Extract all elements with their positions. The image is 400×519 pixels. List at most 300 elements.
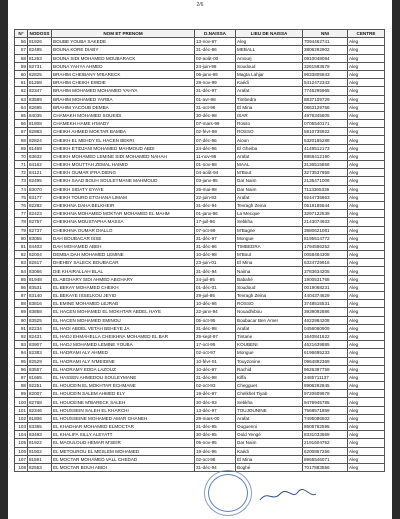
cell-birth-place: MAAL — [236, 161, 303, 169]
cell-birth-place: ROSSO — [236, 300, 303, 308]
cell-centre: Aleg — [348, 406, 385, 414]
cell-name: BRAHIM MOHAMED YARBA — [52, 95, 195, 103]
cell-centre: Aleg — [348, 251, 385, 259]
cell-centre: Aleg — [348, 423, 385, 431]
cell-centre: Aleg — [348, 390, 385, 398]
cell-birth-place: La Mecque — [236, 210, 303, 218]
cell-name: EL HADRAMI ALY AHMED — [52, 349, 195, 357]
table-row — [15, 95, 385, 103]
cell-number: 67 — [15, 128, 28, 136]
cell-number: 56 — [15, 38, 28, 46]
cell-nodoss: 83531 — [28, 283, 52, 291]
cell-number: 74 — [15, 185, 28, 193]
cell-centre: Aleg — [348, 447, 385, 455]
table-row — [15, 292, 385, 300]
table-row — [15, 152, 385, 160]
cell-nodoss: 82863 — [28, 128, 52, 136]
cell-birth-place: El Gheiba — [236, 144, 303, 152]
document-page — [8, 0, 392, 519]
cell-number: 79 — [15, 226, 28, 234]
cell-nni: 0456060909 — [303, 324, 348, 332]
cell-nodoss: 83177 — [28, 193, 52, 201]
cell-number: 85 — [15, 275, 28, 283]
cell-name: DAH MOHAMED ABEH — [52, 242, 195, 250]
cell-birth-place: Dar Naim — [236, 185, 303, 193]
table-row — [15, 251, 385, 259]
cell-name: DIE KHAIRALLAH BLAL — [52, 267, 195, 275]
cell-birth-place: Kaédi — [236, 79, 303, 87]
cell-centre: Aleg — [348, 242, 385, 250]
table-row — [15, 144, 385, 152]
cell-birth-place: Boubacar Ben Amer — [236, 316, 303, 324]
cell-birth-place: TOUJOUNINE — [236, 406, 303, 414]
cell-number: 100 — [15, 398, 28, 406]
cell-name: BOUNA SIDI MOHAMED MOUBARACK — [52, 54, 195, 62]
cell-birth-date: 31-déc-97 — [195, 87, 236, 95]
table-row — [15, 316, 385, 324]
cell-birth-place: Kiffa — [236, 373, 303, 381]
cell-nodoss: 83632 — [28, 152, 52, 160]
cell-nni: 7568571859 — [303, 406, 348, 414]
cell-birth-place: Dar Naim — [236, 439, 303, 447]
cell-birth-date: 04-août-94 — [195, 169, 236, 177]
cell-nodoss: 81922 — [28, 439, 52, 447]
cell-name: EL MAOULOUD HEMAR M'SEIR — [52, 439, 195, 447]
cell-nodoss: 82517 — [28, 259, 52, 267]
header-number: N° — [15, 30, 28, 38]
table-row — [15, 242, 385, 250]
cell-centre: Aleg — [348, 463, 385, 471]
cell-birth-place: Magta Lahjar — [236, 70, 303, 78]
table-row — [15, 423, 385, 431]
cell-nodoss: 82495 — [28, 177, 52, 185]
table-row — [15, 349, 385, 357]
signature — [258, 488, 318, 504]
cell-centre: Aleg — [348, 161, 385, 169]
cell-nni: 5412472343 — [303, 79, 348, 87]
cell-nni: 4621639885 — [303, 341, 348, 349]
cell-birth-date: 31-déc-94 — [195, 267, 236, 275]
header-nni: NNI — [303, 30, 348, 38]
cell-birth-date: 02-oct-97 — [195, 349, 236, 357]
table-row — [15, 455, 385, 463]
cell-nni: 6200857256 — [303, 447, 348, 455]
cell-name: CHEIKH AHMED MOKTAR BAMBA — [52, 128, 195, 136]
cell-birth-place: Rosso — [236, 120, 303, 128]
cell-birth-date: 25-mai-98 — [195, 185, 236, 193]
cell-centre: Aleg — [348, 103, 385, 111]
cell-birth-place: Tevragh Zeina — [236, 292, 303, 300]
cell-birth-place: ROSSO — [236, 128, 303, 136]
cell-centre: Aleg — [348, 382, 385, 390]
cell-name: BOUNA KORE DIABY — [52, 46, 195, 54]
table-row — [15, 38, 385, 46]
cell-birth-date: 28-nov-99 — [195, 79, 236, 87]
cell-number: 62 — [15, 87, 28, 95]
cell-name: CHEIKH TOURD ETGHANA LIMAM — [52, 193, 195, 201]
cell-nodoss: 81806 — [28, 414, 52, 422]
cell-number: 90 — [15, 316, 28, 324]
cell-name: CHEIKH SIDATY EYAYE — [52, 185, 195, 193]
cell-birth-place: Tevragh Zeina — [236, 201, 303, 209]
cell-nni: 3297122539 — [303, 210, 348, 218]
cell-nodoss: 84403 — [28, 242, 52, 250]
cell-nni: 4976345605 — [303, 111, 348, 119]
cell-birth-date: 22-janv-94 — [195, 308, 236, 316]
cell-number: 71 — [15, 161, 28, 169]
cell-nodoss: 82346 — [28, 406, 52, 414]
cell-nni: 3980621081 — [303, 226, 348, 234]
cell-nodoss: 82251 — [28, 382, 52, 390]
cell-centre: Aleg — [348, 267, 385, 275]
cell-centre: Aleg — [348, 70, 385, 78]
cell-birth-place: Aleg — [236, 38, 303, 46]
cell-name: BOUBE YOUBA SAKEDE — [52, 38, 195, 46]
cell-number: 86 — [15, 283, 28, 291]
cell-birth-place: Nouadhibou — [236, 308, 303, 316]
cell-number: 75 — [15, 193, 28, 201]
cell-name: CHEIKHNA MOUSTAPHA MASSA — [52, 218, 195, 226]
cell-birth-place: MEBALL — [236, 46, 303, 54]
cell-name: CHAMEKH HAME H'MADY — [52, 120, 195, 128]
cell-centre: Aleg — [348, 283, 385, 291]
cell-centre: Aleg — [348, 308, 385, 316]
table-row — [15, 308, 385, 316]
cell-nodoss: 83525 — [28, 316, 52, 324]
cell-name: CHEIKHNA MOHAMED MOKTAR MOHAMED EL MAHM — [52, 210, 195, 218]
cell-number: 89 — [15, 308, 28, 316]
cell-number: 84 — [15, 267, 28, 275]
cell-centre: Aleg — [348, 169, 385, 177]
cell-nni: 3136515856 — [303, 161, 348, 169]
cell-centre: Aleg — [348, 332, 385, 340]
cell-centre: Aleg — [348, 341, 385, 349]
cell-birth-date: 13-nov-97 — [195, 38, 236, 46]
cell-centre: Aleg — [348, 439, 385, 447]
cell-number: 59 — [15, 62, 28, 70]
table-row — [15, 70, 385, 78]
cell-nni: 8331033569 — [303, 431, 348, 439]
cell-nodoss: 82768 — [28, 398, 52, 406]
cell-name: DEMBA DAH MOHAMED LEMINE — [52, 251, 195, 259]
cell-name: CHEIKH EL MEHDY EL HACEN BEKRI — [52, 136, 195, 144]
table-row — [15, 341, 385, 349]
cell-birth-place: El Mina — [236, 455, 303, 463]
cell-birth-place: Naima — [236, 267, 303, 275]
cell-name: EL HADRAMI ALY N'MEIDINE — [52, 357, 195, 365]
table-row — [15, 267, 385, 275]
table-row — [15, 398, 385, 406]
cell-name: EL BEKAY MOHAMED CHEIKH — [52, 283, 195, 291]
table-row — [15, 46, 385, 54]
cell-number: 78 — [15, 218, 28, 226]
cell-birth-place: Aioun — [236, 136, 303, 144]
cell-birth-place: Dar Naim — [236, 177, 303, 185]
table-row — [15, 79, 385, 87]
cell-number: 58 — [15, 54, 28, 62]
cell-nni: 0019068231 — [303, 283, 348, 291]
cell-centre: Aleg — [348, 87, 385, 95]
cell-nni: 5320185288 — [303, 136, 348, 144]
cell-centre: Aleg — [348, 324, 385, 332]
cell-centre: Aleg — [348, 185, 385, 193]
cell-name: EL MOCTAR BOUH ABIDI — [52, 463, 195, 471]
cell-birth-date: 30-déc-98 — [195, 111, 236, 119]
cell-nni: 2135471006 — [303, 177, 348, 185]
cell-number: 64 — [15, 103, 28, 111]
cell-birth-date: 03-janv-95 — [195, 177, 236, 185]
cell-name: DHEHBY SALECK BOUBACAR — [52, 259, 195, 267]
cell-birth-date: 24-juin-98 — [195, 62, 236, 70]
cell-name: CHEIKHNA DAHA BELKHEIR — [52, 201, 195, 209]
cell-birth-date: 31-déc-95 — [195, 423, 236, 431]
candidates-table — [14, 29, 385, 472]
cell-birth-place: El Mina — [236, 259, 303, 267]
cell-centre: Aleg — [348, 414, 385, 422]
cell-birth-date: 02-oct-98 — [195, 455, 236, 463]
cell-number: 93 — [15, 341, 28, 349]
table-row — [15, 406, 385, 414]
cell-centre: Aleg — [348, 275, 385, 283]
cell-nodoss: 82282 — [28, 201, 52, 209]
cell-number: 76 — [15, 201, 28, 209]
cell-nni: 8906292845 — [303, 382, 348, 390]
table-row — [15, 447, 385, 455]
table-row — [15, 463, 385, 471]
cell-nni: 7017883556 — [303, 463, 348, 471]
cell-birth-date: 31-oct-96 — [195, 103, 236, 111]
cell-birth-place: M'Bagne — [236, 226, 303, 234]
cell-nni: 0518185544 — [303, 201, 348, 209]
table-row — [15, 103, 385, 111]
cell-centre: Aleg — [348, 210, 385, 218]
table-row — [15, 283, 385, 291]
cell-nodoss: 82825 — [28, 70, 52, 78]
cell-birth-date: 10-déc-96 — [195, 300, 236, 308]
cell-name: CHEIKH ETIDJANI MOHAMED MAHMOUD ABDI — [52, 144, 195, 152]
cell-nni: 0705540171 — [303, 120, 348, 128]
cell-nodoss: 82347 — [28, 87, 52, 95]
cell-centre: Aleg — [348, 136, 385, 144]
cell-birth-date: 07-déc-96 — [195, 136, 236, 144]
cell-centre: Aleg — [348, 120, 385, 128]
cell-number: 73 — [15, 177, 28, 185]
cell-name: EL EMINE MOHAMED LEJRAB — [52, 300, 195, 308]
cell-nni: 2143074933 — [303, 218, 348, 226]
cell-name: CHEIKH MOUTTAH ZEMAL HAIMID — [52, 161, 195, 169]
table-row — [15, 218, 385, 226]
cell-number: 95 — [15, 357, 28, 365]
cell-birth-place: Arafat — [236, 152, 303, 160]
table-row — [15, 365, 385, 373]
cell-nni: 8605762595 — [303, 423, 348, 431]
cell-nodoss: 81665 — [28, 373, 52, 381]
cell-nni: 9720609979 — [303, 390, 348, 398]
cell-nodoss: 82553 — [28, 463, 52, 471]
cell-number: 96 — [15, 365, 28, 373]
cell-number: 97 — [15, 373, 28, 381]
cell-nni: 8837109729 — [303, 95, 348, 103]
header-nodoss: NODOSS — [28, 30, 52, 38]
cell-name: BOUNA YAHYA AHMED — [52, 62, 195, 70]
cell-birth-date: 31-déc-97 — [195, 234, 236, 242]
cell-birth-place: Chelkhet Tiyab — [236, 390, 303, 398]
cell-nodoss: 81469 — [28, 144, 52, 152]
table-row — [15, 382, 385, 390]
cell-centre: Aleg — [348, 201, 385, 209]
cell-nodoss: 82824 — [28, 136, 52, 144]
table-row — [15, 169, 385, 177]
cell-centre: Aleg — [348, 234, 385, 242]
cell-centre: Aleg — [348, 455, 385, 463]
cell-centre: Aleg — [348, 38, 385, 46]
cell-nni: 0964892369 — [303, 357, 348, 365]
cell-number: 66 — [15, 120, 28, 128]
cell-birth-place: KOUBENI — [236, 341, 303, 349]
table-row — [15, 62, 385, 70]
cell-birth-date: 31-déc-96 — [195, 46, 236, 54]
cell-nodoss: 83055 — [28, 234, 52, 242]
cell-number: 88 — [15, 300, 28, 308]
cell-nni: 0910048084 — [303, 54, 348, 62]
cell-number: 70 — [15, 152, 28, 160]
cell-nodoss: 81502 — [28, 447, 52, 455]
cell-nni: 5910735922 — [303, 128, 348, 136]
cell-nni: 6324729916 — [303, 259, 348, 267]
cell-birth-date: 10-févr-01 — [195, 357, 236, 365]
cell-birth-date: 02-août-00 — [195, 54, 236, 62]
cell-name: BRAHIM MOHAMED MOHAMED YAHYA — [52, 87, 195, 95]
cell-name: CHEIKH MOHAMED LEMINE SIDI MOHAMED NAHAH — [52, 152, 195, 160]
cell-number: 99 — [15, 390, 28, 398]
cell-nodoss: 82007 — [28, 390, 52, 398]
cell-birth-date: 13-déc-97 — [195, 406, 236, 414]
cell-birth-place: Arafat — [236, 324, 303, 332]
cell-nodoss: 83557 — [28, 365, 52, 373]
cell-nodoss: 81926 — [28, 38, 52, 46]
cell-birth-date: 10-déc-97 — [195, 365, 236, 373]
cell-birth-date: 10-déc-98 — [195, 251, 236, 259]
cell-birth-date: 01-avr-98 — [195, 95, 236, 103]
cell-number: 68 — [15, 136, 28, 144]
cell-birth-place: Arafat — [236, 87, 303, 95]
cell-birth-date: 31-déc-98 — [195, 373, 236, 381]
table-header-row — [15, 30, 385, 38]
official-stamp-inner-ring — [208, 474, 248, 512]
cell-centre: Aleg — [348, 259, 385, 267]
table-row — [15, 439, 385, 447]
cell-nni: 0058484308 — [303, 251, 348, 259]
cell-centre: Aleg — [348, 193, 385, 201]
table-row — [15, 226, 385, 234]
cell-nni: 4622984208 — [303, 316, 348, 324]
header-name: NOM ET PRENOM — [52, 30, 195, 38]
cell-nodoss: 83365 — [28, 423, 52, 431]
cell-birth-date: 31-déc-94 — [195, 201, 236, 209]
cell-number: 72 — [15, 169, 28, 177]
cell-number: 57 — [15, 46, 28, 54]
cell-birth-date: 30-déc-93 — [195, 398, 236, 406]
cell-nodoss: 83493 — [28, 431, 52, 439]
table-row — [15, 431, 385, 439]
cell-birth-place: Babahé — [236, 275, 303, 283]
cell-name: EL HOUCEIN EL MOKHTAR ECHMANE — [52, 382, 195, 390]
table-row — [15, 259, 385, 267]
cell-number: 81 — [15, 242, 28, 250]
cell-birth-date: 02-févr-99 — [195, 128, 236, 136]
cell-name: EL HADRAMY EDDA LAZOUZ — [52, 365, 195, 373]
cell-birth-place: Mongue — [236, 234, 303, 242]
cell-centre: Aleg — [348, 398, 385, 406]
cell-name: CHEIKHNA OUMAR DIALLO — [52, 226, 195, 234]
cell-birth-date: 17-juil-96 — [195, 218, 236, 226]
cell-birth-place: Boghé — [236, 463, 303, 471]
cell-number: 94 — [15, 349, 28, 357]
cell-number: 104 — [15, 431, 28, 439]
cell-number: 83 — [15, 259, 28, 267]
cell-name: EL HADJ MOHAMED LEMINE YOUBA — [52, 341, 195, 349]
cell-nodoss: 81808 — [28, 120, 52, 128]
cell-number: 61 — [15, 79, 28, 87]
cell-number: 87 — [15, 292, 28, 300]
cell-nodoss: 84035 — [28, 111, 52, 119]
cell-nni: 3806292902 — [303, 46, 348, 54]
cell-number: 91 — [15, 324, 28, 332]
cell-birth-place: M'Bout — [236, 169, 303, 177]
cell-nni: 2191604752 — [303, 439, 348, 447]
cell-centre: Aleg — [348, 292, 385, 300]
cell-number: 69 — [15, 144, 28, 152]
cell-centre: Aleg — [348, 349, 385, 357]
cell-nni: 0863129766 — [303, 103, 348, 111]
table-row — [15, 193, 385, 201]
cell-name: EL HASSEN AHMEDOU SOULEYMANE — [52, 373, 195, 381]
cell-name: EL MOCTAR MOHAMED VALL CHEDAD — [52, 455, 195, 463]
table-row — [15, 128, 385, 136]
cell-number: 98 — [15, 382, 28, 390]
cell-nni: 2485711137 — [303, 373, 348, 381]
cell-centre: Aleg — [348, 128, 385, 136]
cell-name: CHEIKH OUMAR IFRA DIENG — [52, 169, 195, 177]
cell-birth-date: 29-juil-95 — [195, 292, 236, 300]
cell-nodoss: 81268 — [28, 79, 52, 87]
cell-birth-date: 19-déc-97 — [195, 390, 236, 398]
cell-birth-place: Soudoud — [236, 62, 303, 70]
cell-number: 77 — [15, 210, 28, 218]
cell-nni: 7094462741 — [303, 38, 348, 46]
cell-nni: 1640841622 — [303, 332, 348, 340]
cell-nodoss: 82757 — [28, 218, 52, 226]
cell-centre: Aleg — [348, 144, 385, 152]
cell-nni: 9244735863 — [303, 193, 348, 201]
cell-nni: 4404374629 — [303, 292, 348, 300]
cell-nni: 3783634205 — [303, 267, 348, 275]
cell-number: 103 — [15, 423, 28, 431]
cell-number: 82 — [15, 251, 28, 259]
table-row — [15, 357, 385, 365]
cell-birth-date: 02-oct-93 — [195, 382, 236, 390]
cell-nni: 9476945785 — [303, 398, 348, 406]
cell-number: 63 — [15, 95, 28, 103]
cell-birth-date: 07-mars-99 — [195, 120, 236, 128]
cell-birth-place: Timbedra — [236, 95, 303, 103]
cell-nodoss: 82731 — [28, 62, 52, 70]
table-row — [15, 332, 385, 340]
cell-nodoss: 82423 — [28, 210, 52, 218]
cell-birth-date: 01-déc-01 — [195, 283, 236, 291]
cell-birth-place: Touyzonine — [236, 357, 303, 365]
cell-centre: Aleg — [348, 373, 385, 381]
